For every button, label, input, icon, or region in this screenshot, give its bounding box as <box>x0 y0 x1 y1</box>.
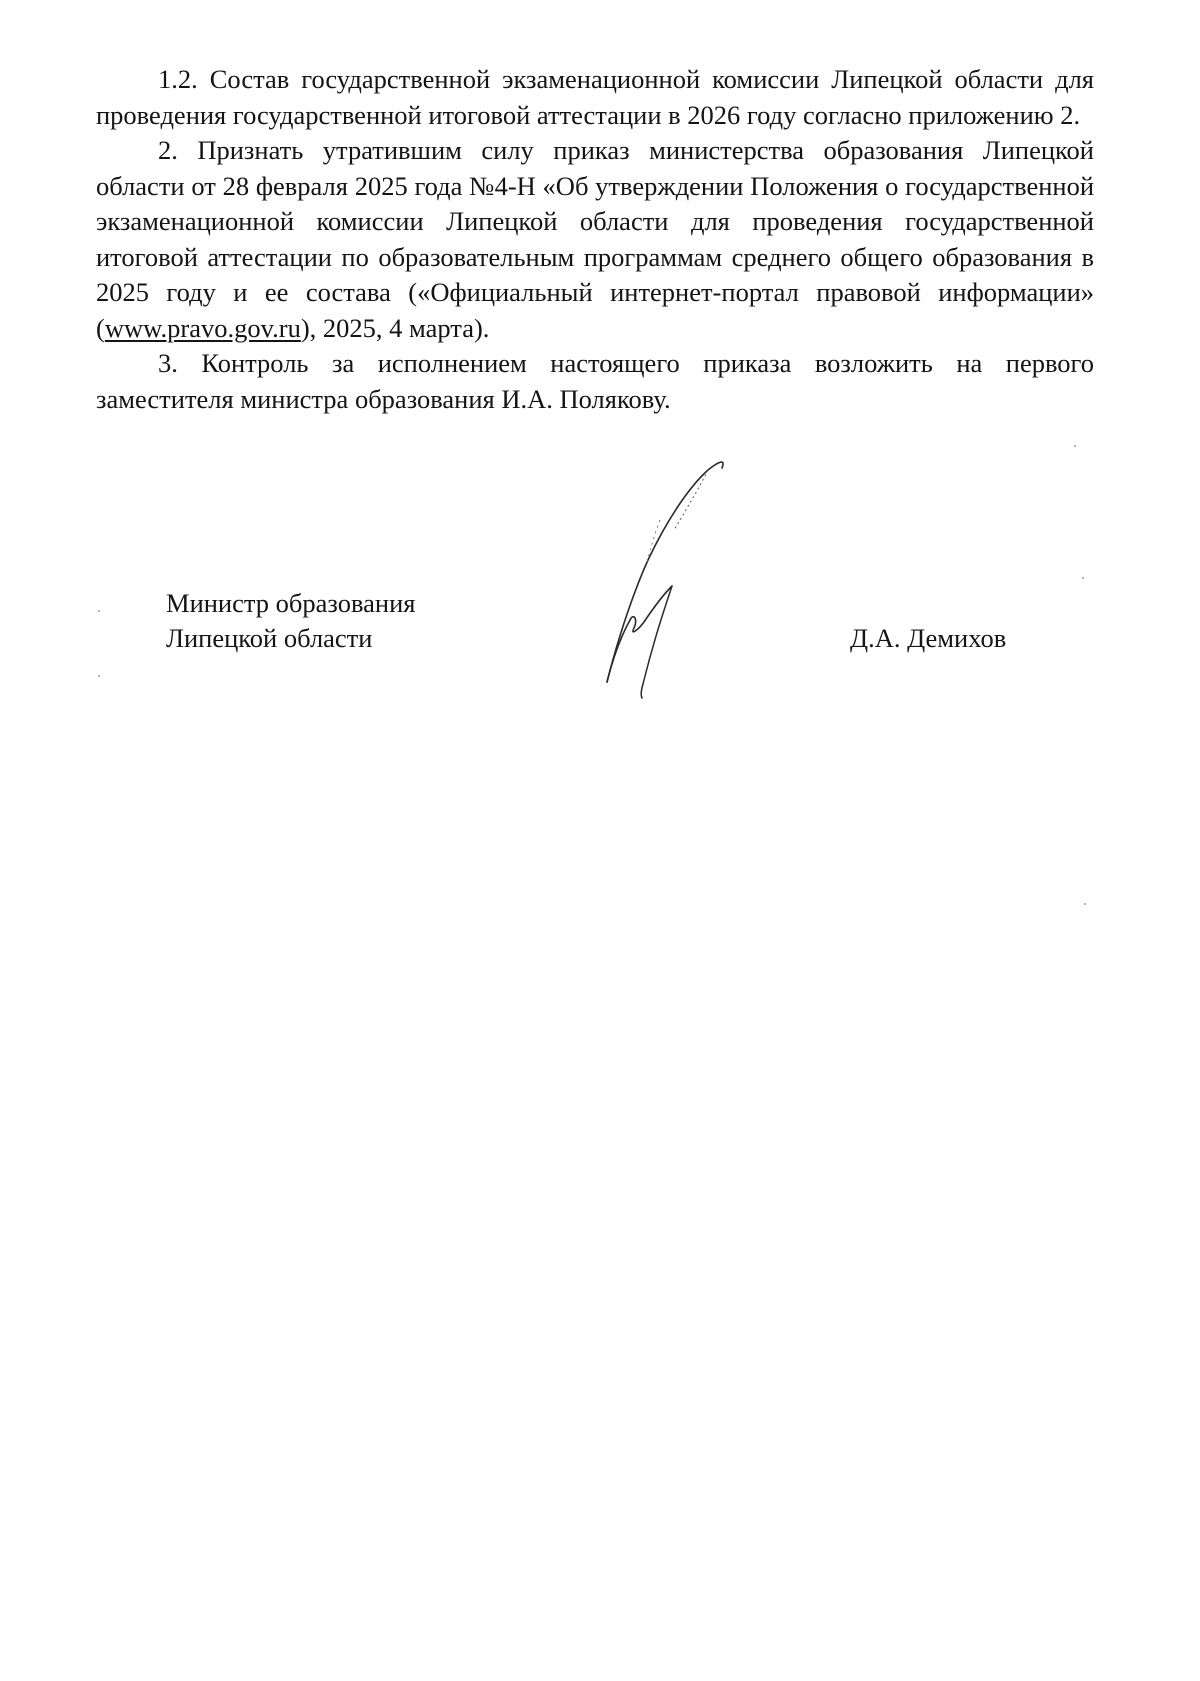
pravo-gov-link[interactable]: www.pravo.gov.ru <box>104 312 301 343</box>
paragraph-1-2: 1.2. Состав государственной экзаменационной комиссии Липецкой области для проведения государственной итоговой аттестации в 2026 году согласно приложению 2. <box>96 64 1094 130</box>
document-body <box>96 62 1094 417</box>
signer-position-line-1: Министр образования <box>166 588 416 618</box>
handwritten-signature <box>590 450 790 710</box>
paragraph-3: 3. Контроль за исполнением настоящего приказа возложить на первого заместителя министра образования И.А. Полякову. <box>96 348 1094 414</box>
paragraph-2-text: 2. Признать утратившим силу приказ министерства образования Липецкой области от 28 февраля 2025 года №4-Н «Об утверждении Положения о государственной экзаменационной комиссии Липецкой области для проведения государственной итоговой аттестации по образовательным программам среднего общего образования в 2025 году и ее состава («Официальный интернет-портал правовой информации» ( <box>96 135 1094 343</box>
scan-speck <box>1082 577 1084 579</box>
signer-position <box>166 586 415 656</box>
paragraph-2-tail: ), 2025, 4 марта). <box>300 312 490 343</box>
paragraph-2 <box>96 133 1094 346</box>
scan-speck <box>1074 445 1076 447</box>
scan-speck <box>98 675 100 677</box>
scan-speck <box>98 610 100 612</box>
scan-speck <box>1084 903 1086 905</box>
signer-position-line-2: Липецкой области <box>166 623 373 653</box>
signer-name: Д.А. Демихов <box>850 623 1007 653</box>
